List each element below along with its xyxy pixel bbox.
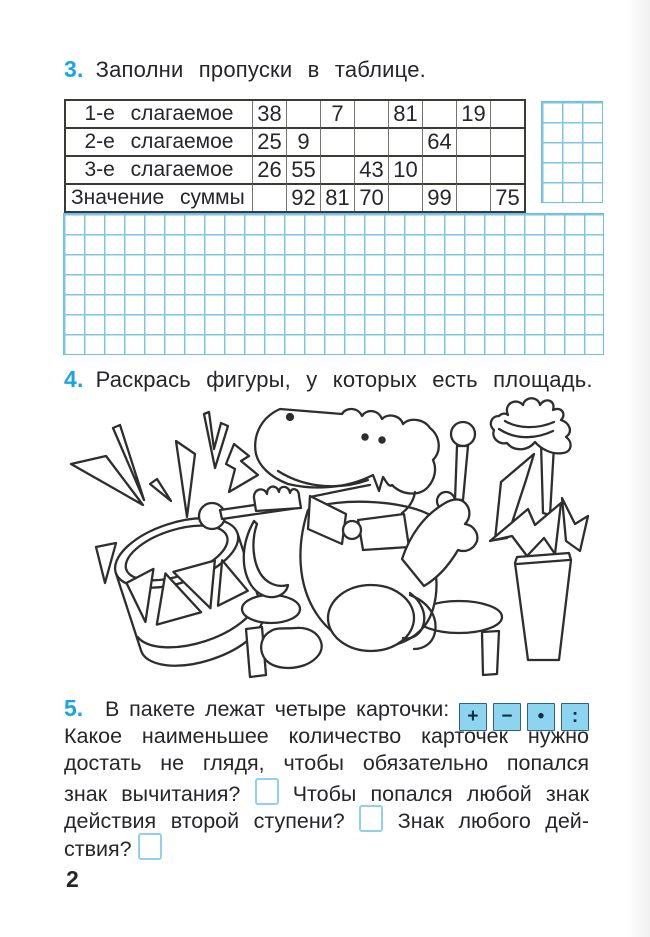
task4-heading: [64, 366, 593, 393]
table-cell-blank[interactable]: [320, 127, 354, 155]
table-cell-blank[interactable]: [456, 155, 490, 183]
table-cell: 38: [252, 101, 286, 127]
answer-box-3[interactable]: [138, 833, 162, 860]
table-cell-blank[interactable]: [490, 101, 524, 127]
task3-number: 3.: [64, 56, 84, 82]
table-cell-blank[interactable]: [320, 155, 354, 183]
task5-number: 5.: [64, 695, 84, 721]
card-colon: :: [561, 703, 589, 731]
table-cell-blank[interactable]: [490, 155, 524, 183]
row-label: 3-е слагаемое: [66, 155, 252, 183]
task5-paragraph: [64, 695, 589, 860]
card-minus: −: [493, 703, 521, 731]
table-cell: 26: [252, 155, 286, 183]
table-cell: 43: [354, 155, 388, 183]
table-cell-blank[interactable]: [422, 101, 456, 127]
sound-triangles[interactable]: [71, 412, 258, 517]
task4-number: 4.: [64, 366, 84, 392]
foot: [261, 628, 322, 668]
table-cell-blank[interactable]: [354, 127, 388, 155]
row-label: 1-е слагаемое: [84, 102, 234, 125]
row-label: Значение суммы: [66, 183, 252, 211]
bowtie-right: [358, 514, 409, 550]
task3-title: Заполни пропуски в таблице.: [95, 57, 426, 82]
arm-left: [244, 521, 288, 597]
task5-line2: Какое наименьшее количество карточек нужно: [64, 723, 589, 748]
task5-line4: знак вычитания? Чтобы попался любой знак: [64, 778, 589, 806]
task3-heading: [64, 56, 426, 83]
head: [255, 409, 439, 494]
table-cell-blank[interactable]: [456, 183, 490, 211]
task5-line5: действия второй ступени? Знак любого дей-: [64, 805, 589, 833]
table-cell-blank[interactable]: [252, 183, 286, 211]
working-squared-grid[interactable]: [63, 213, 604, 355]
table-cell-blank[interactable]: [456, 127, 490, 155]
coloring-figures-drawing[interactable]: [58, 397, 593, 689]
task5-line3: достать не глядя, чтобы обязательно попался: [64, 751, 589, 775]
card-plus: +: [459, 703, 487, 731]
table-cell: 64: [422, 127, 456, 155]
answer-box-1[interactable]: [255, 778, 279, 805]
small-triangle[interactable]: [96, 543, 116, 583]
bowtie-knot: [343, 521, 361, 539]
answer-box-2[interactable]: [359, 805, 383, 832]
table-cell: 70: [354, 183, 388, 211]
task5-line1: 5. В пакете лежат четыре карточки: + − • :: [64, 695, 589, 723]
table-cell: 75: [490, 183, 524, 211]
table-cell: 19: [456, 101, 490, 127]
card-dot: •: [527, 703, 555, 731]
table-cell-blank[interactable]: [388, 183, 422, 211]
row-label: 2-е слагаемое: [66, 127, 252, 155]
table-cell: 81: [388, 101, 422, 127]
addends-table: [64, 99, 526, 213]
table-cell: 9: [286, 127, 320, 155]
task4-title: Раскрась фигуры, у которых есть площадь.: [95, 367, 593, 392]
table-cell: 10: [388, 155, 422, 183]
table-cell: 25: [252, 127, 286, 155]
drumstick-raised: [455, 446, 468, 500]
belly: [328, 585, 414, 651]
drumstick-knob: [451, 422, 475, 446]
table-cell: 55: [286, 155, 320, 183]
hand: [254, 487, 301, 511]
table-cell-blank[interactable]: [388, 127, 422, 155]
table-cell: 81: [320, 183, 354, 211]
table-cell-blank[interactable]: [490, 127, 524, 155]
task5-line6: ствия?: [64, 833, 589, 861]
table-cell-blank[interactable]: [422, 155, 456, 183]
table-cell: 92: [286, 183, 320, 211]
mini-squared-grid[interactable]: [541, 101, 603, 203]
table-cell: 7: [320, 101, 354, 127]
table-cell-blank[interactable]: [354, 101, 388, 127]
table-cell: 99: [422, 183, 456, 211]
table-cell-blank[interactable]: [286, 101, 320, 127]
page-number: 2: [66, 866, 79, 892]
flower-and-vase[interactable]: [490, 398, 588, 660]
